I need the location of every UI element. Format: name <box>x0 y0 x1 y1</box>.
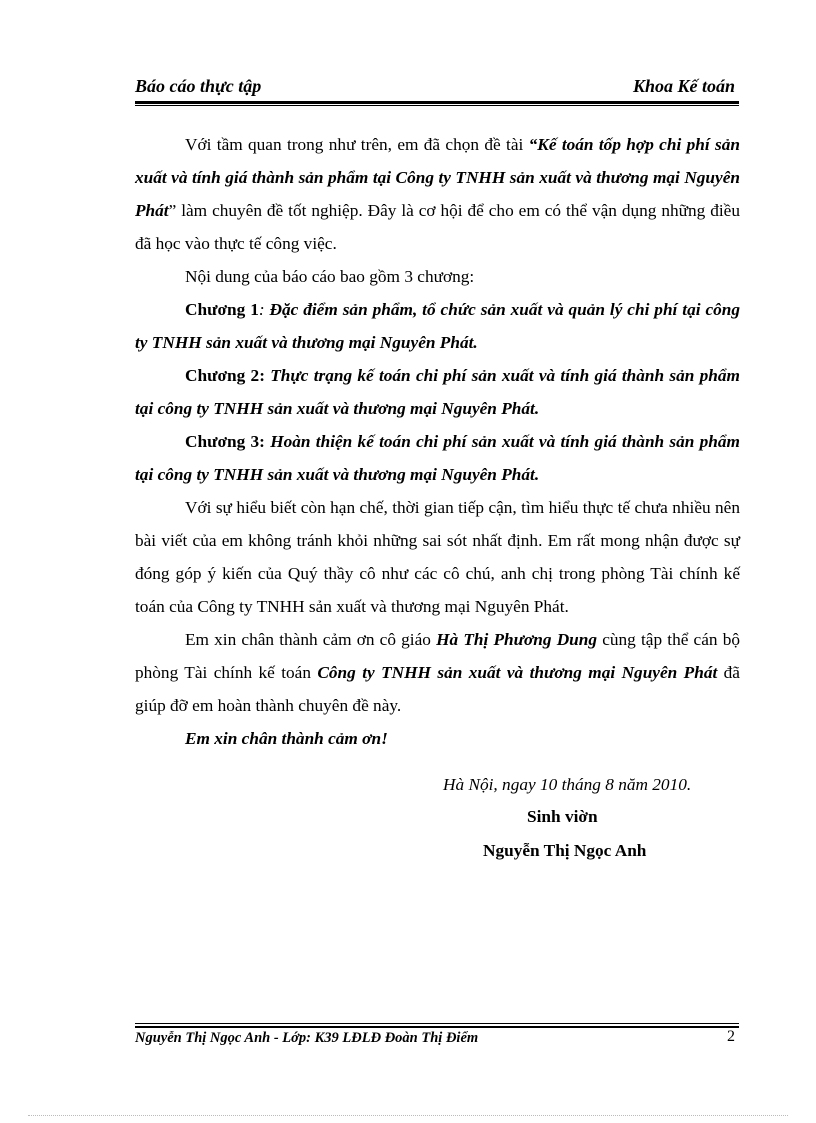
thesis-title: “Kế toán tốp hợp chi phí sản xuất và tính giá thành sản phẩm tại Công ty TNHH sản xuất và thương mại Nguyên Phát <box>135 135 740 220</box>
paragraph-contents-intro: Nội dung của báo cáo bao gồm 3 chương: <box>185 267 475 286</box>
chapter-3-label: Chương 3: <box>185 432 271 451</box>
chapter-3-title: Hoàn thiện kế toán chi phí sản xuất và tính giá thành sản phẩm tại công ty TNHH sản xuất và thương mại Nguyên Phát. <box>135 432 740 484</box>
company-name: Công ty TNHH sản xuất và thương mại Nguyên Phát <box>317 663 718 682</box>
header-title: Báo cáo thực tập <box>135 76 262 96</box>
chapter-1-title: Đặc điểm sản phẩm, tổ chức sản xuất và quản lý chi phí tại công ty TNHH sản xuất và thương mại Nguyên Phát. <box>135 300 741 352</box>
footer-rule-thick <box>135 1026 739 1028</box>
footer-author: Nguyễn Thị Ngọc Anh - Lớp: K39 LĐLĐ Đoàn Thị Điểm <box>135 1030 479 1046</box>
paragraph-topic: Với tầm quan trong như trên, em đã chọn đề tài “Kế toán tốp hợp chi phí sản xuất và tính giá thành sản phẩm tại Công ty TNHH sản xuất và thương mại Nguyên Phát” làm chuyên đề tốt nghiệp. Đây là cơ hội để cho em có thể vận dụng những điều đã học vào thực tế công việc. <box>135 135 740 253</box>
signature-date: Hà Nội, ngay 10 tháng 8 năm 2010. <box>443 775 692 794</box>
page-bottom-divider <box>28 1115 788 1116</box>
chapter-1: Chương 1: Đặc điểm sản phẩm, tổ chức sản xuất và quản lý chi phí tại công ty TNHH sản xuất và thương mại Nguyên Phát. <box>135 300 741 352</box>
paragraph-acknowledgement: Em xin chân thành cảm ơn cô giáo Hà Thị Phương Dung cùng tập thể cán bộ phòng Tài chính kế toán Công ty TNHH sản xuất và thương mại Nguyên Phát đã giúp đỡ em hoàn thành chuyên đề này. <box>135 630 740 715</box>
footer-rule-thin <box>135 1023 739 1024</box>
chapter-2-title: Thực trạng kế toán chi phí sản xuất và tính giá thành sản phẩm tại công ty TNHH sản xuất và thương mại Nguyên Phát. <box>135 366 740 418</box>
chapter-2-label: Chương 2: <box>185 366 271 385</box>
page-header <box>135 74 735 100</box>
teacher-name: Hà Thị Phương Dung <box>436 630 598 649</box>
header-rule-thin <box>135 105 739 106</box>
paragraph-limitations: Với sự hiểu biết còn hạn chế, thời gian tiếp cận, tìm hiểu thực tế chưa nhiều nên bài viết của em không tránh khỏi những sai sót nhất định. Em rất mong nhận được sự đóng góp ý kiến của Quý thầy cô như các cô chú, anh chị trong phòng Tài chính kế toán của Công ty TNHH sản xuất và thương mại Nguyên Phát. <box>135 498 740 616</box>
document-body <box>135 128 740 755</box>
header-department: Khoa Kế toán <box>632 76 735 96</box>
thanks-line: Em xin chân thành cảm ơn! <box>185 729 388 748</box>
header-rule-thick <box>135 101 739 104</box>
chapter-2 <box>135 359 740 425</box>
page-number: 2 <box>727 1028 735 1045</box>
signature-name: Nguyễn Thị Ngọc Anh <box>483 841 647 860</box>
chapter-1-label: Chương 1 <box>185 300 259 319</box>
signature-role: Sinh viờn <box>527 807 598 826</box>
chapter-3 <box>135 425 740 491</box>
